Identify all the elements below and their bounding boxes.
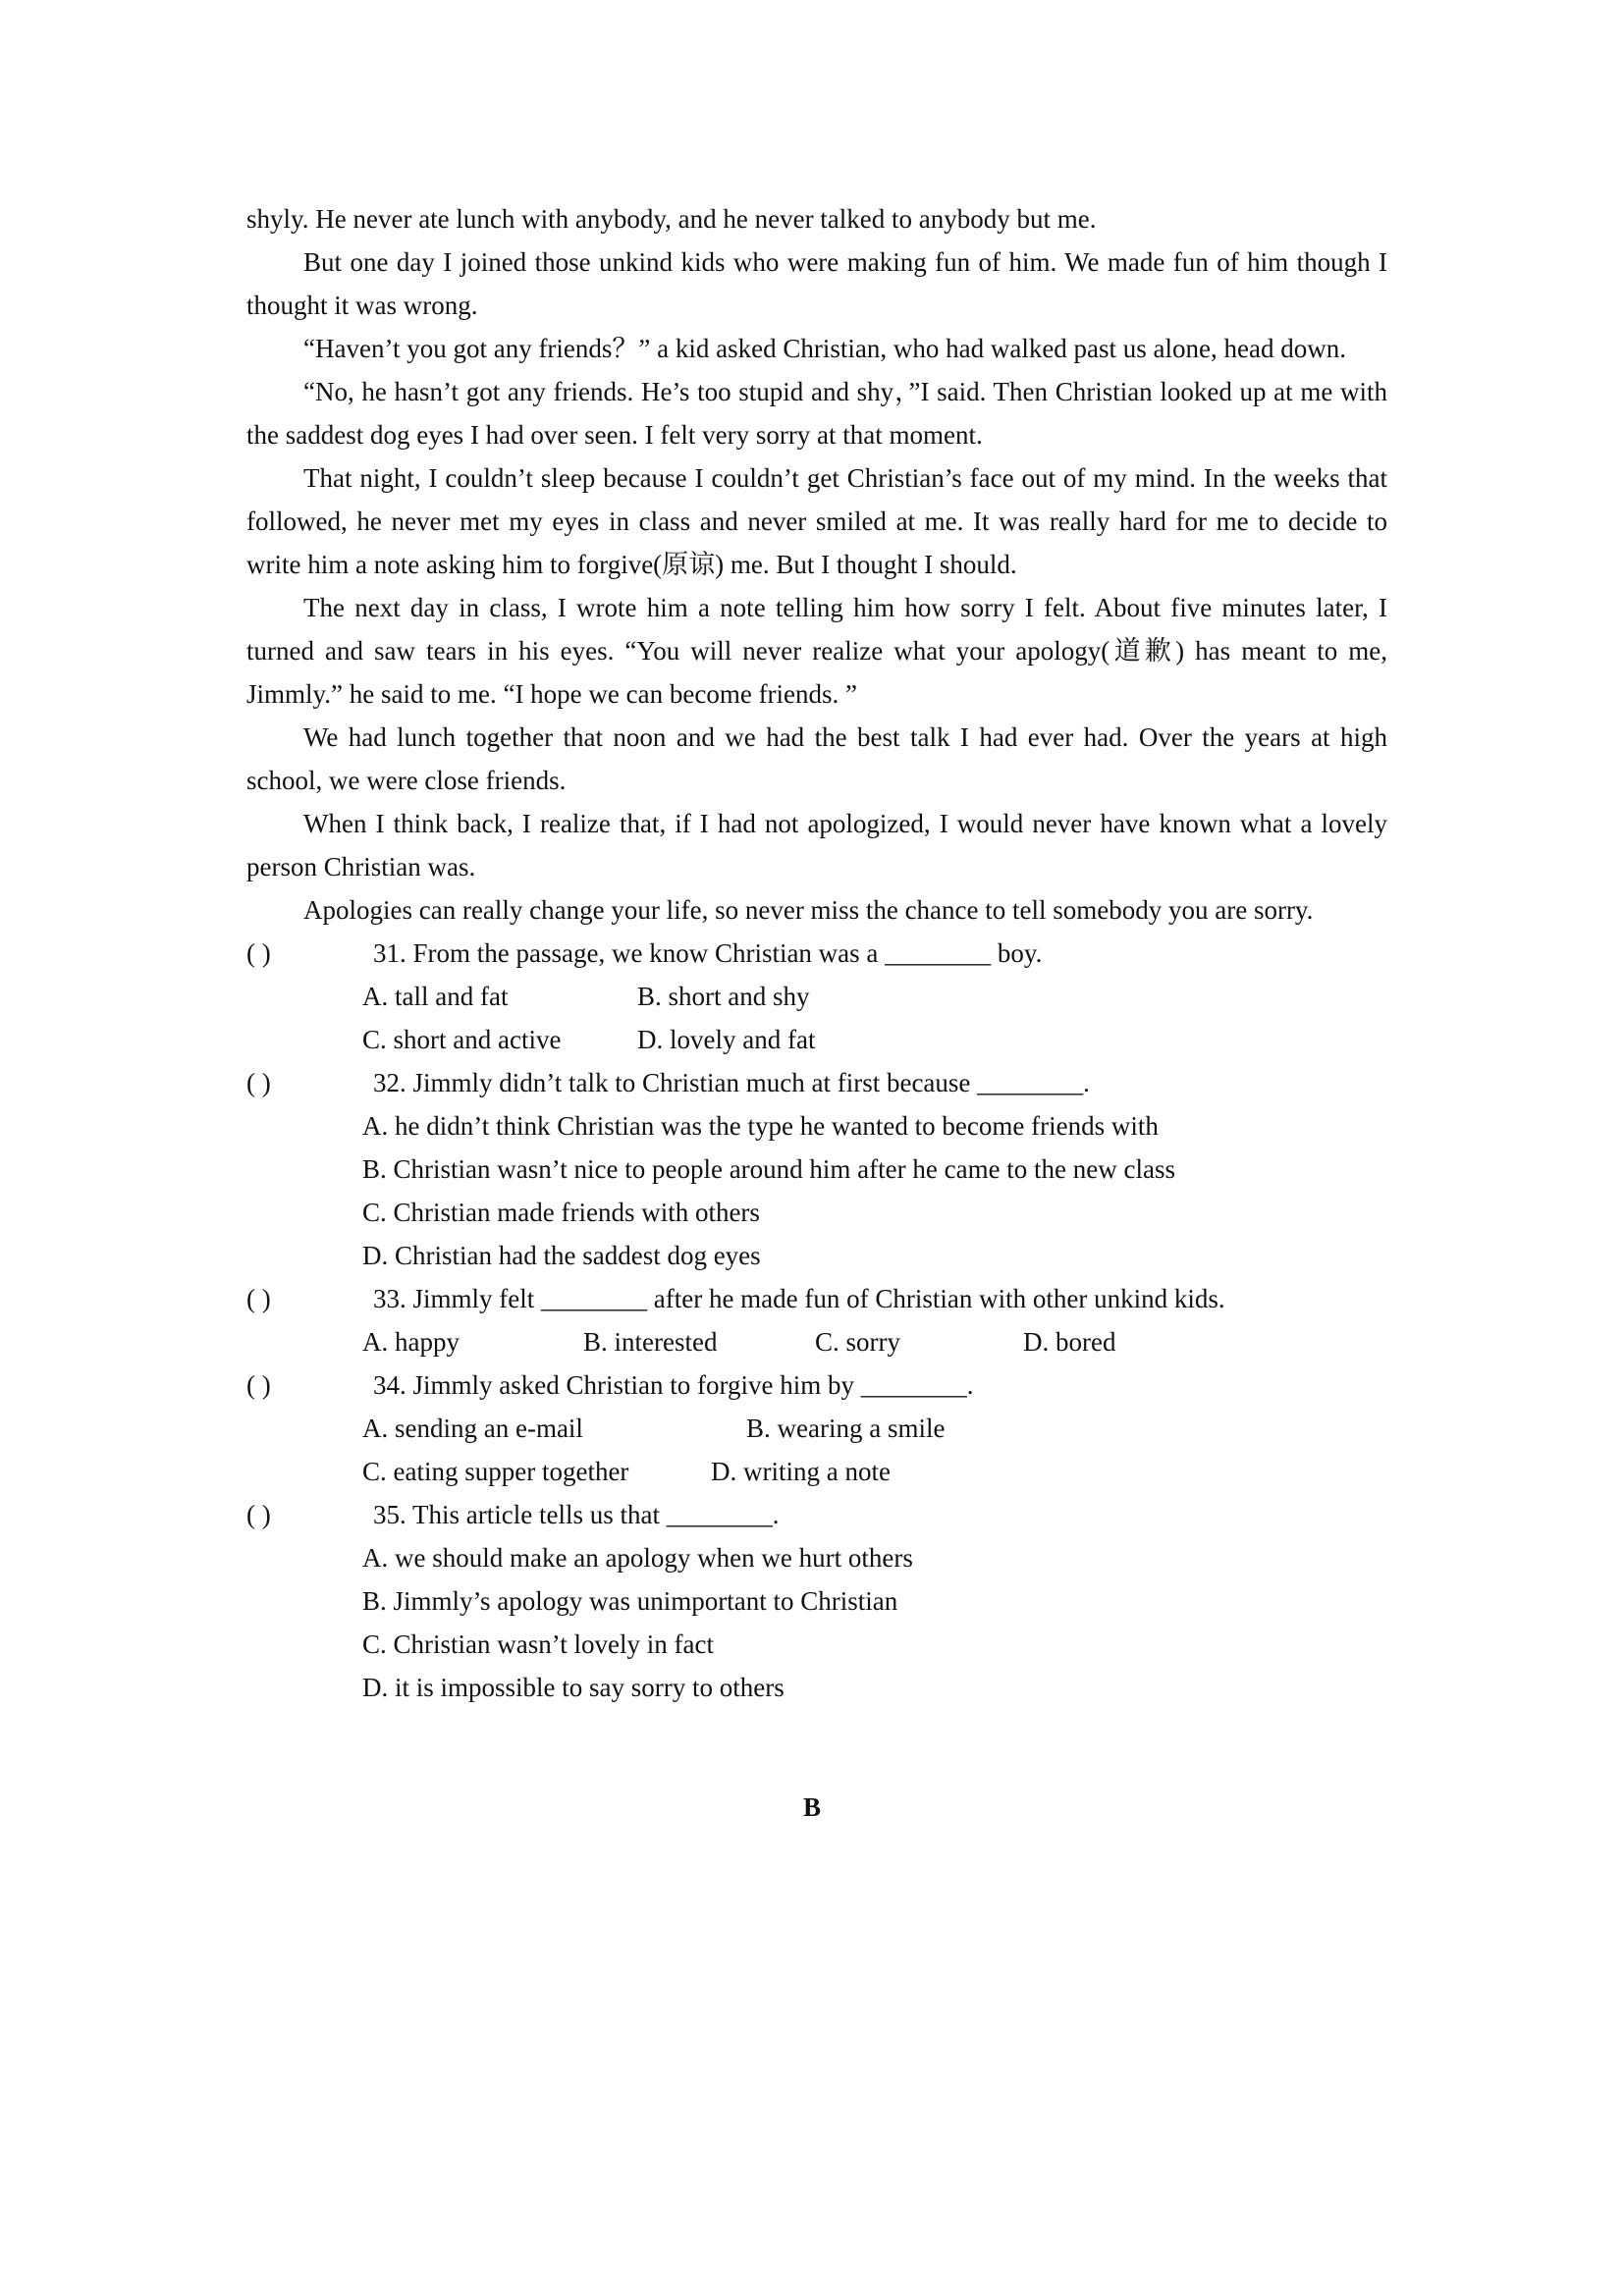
question-stem: ( ) 32. Jimmly didn’t talk to Christian much at first because ________. bbox=[246, 1061, 1387, 1104]
option-d[interactable]: D. writing a note bbox=[711, 1457, 891, 1486]
option-c[interactable]: C. Christian wasn’t lovely in fact bbox=[362, 1629, 714, 1659]
option-c[interactable]: C. sorry bbox=[815, 1327, 900, 1357]
option-c[interactable]: C. eating supper together bbox=[362, 1457, 629, 1486]
question-stem: ( ) 33. Jimmly felt ________ after he made fun of Christian with other unkind kids. bbox=[246, 1277, 1387, 1320]
option-row bbox=[246, 1450, 1387, 1493]
text-column bbox=[246, 197, 1387, 1709]
passage-paragraph: “Haven’t you got any friends？” a kid asked Christian, who had walked past us alone, head down. bbox=[303, 334, 1346, 363]
passage-paragraph: But one day I joined those unkind kids who were making fun of him. We made fun of him though I thought it was wrong. bbox=[246, 247, 1387, 320]
option-a[interactable]: A. he didn’t think Christian was the type he wanted to become friends with bbox=[362, 1111, 1159, 1141]
question-stem: ( ) 35. This article tells us that ________. bbox=[246, 1493, 1387, 1536]
question-31 bbox=[246, 932, 1387, 1061]
option-row bbox=[246, 975, 1387, 1018]
answer-blank[interactable]: ( ) bbox=[246, 1068, 271, 1097]
answer-blank[interactable]: ( ) bbox=[246, 1284, 271, 1313]
option-a[interactable]: A. happy bbox=[362, 1327, 460, 1357]
answer-blank[interactable]: ( ) bbox=[246, 1500, 271, 1529]
passage-paragraph: When I think back, I realize that, if I had not apologized, I would never have known what a lovely person Christian was. bbox=[246, 809, 1387, 881]
option-d[interactable]: D. Christian had the saddest dog eyes bbox=[362, 1241, 761, 1270]
passage-paragraph: The next day in class, I wrote him a note telling him how sorry I felt. About five minutes later, I turned and saw tears in his eyes. “You will never realize what your apology(道歉) has meant to me, Jimmly.” he said to me. “I hope we can become friends. ” bbox=[246, 593, 1387, 709]
option-d[interactable]: D. lovely and fat bbox=[637, 1025, 816, 1054]
question-35 bbox=[246, 1493, 1387, 1709]
option-b[interactable]: B. wearing a smile bbox=[746, 1414, 946, 1443]
question-34 bbox=[246, 1363, 1387, 1493]
question-stem: ( ) 31. From the passage, we know Christian was a ________ boy. bbox=[246, 932, 1387, 975]
option-b[interactable]: B. short and shy bbox=[637, 982, 810, 1011]
option-a[interactable]: A. sending an e-mail bbox=[362, 1414, 583, 1443]
answer-blank[interactable]: ( ) bbox=[246, 1370, 271, 1400]
option-b[interactable]: B. interested bbox=[583, 1327, 718, 1357]
answer-blank[interactable]: ( ) bbox=[246, 938, 271, 968]
option-d[interactable]: D. bored bbox=[1023, 1327, 1116, 1357]
option-b[interactable]: B. Christian wasn’t nice to people around him after he came to the new class bbox=[362, 1154, 1176, 1184]
option-row bbox=[246, 1018, 1387, 1061]
option-row bbox=[246, 1320, 1387, 1363]
option-a[interactable]: A. we should make an apology when we hurt others bbox=[362, 1543, 913, 1573]
option-c[interactable]: C. Christian made friends with others bbox=[362, 1198, 760, 1227]
passage-paragraph: We had lunch together that noon and we had the best talk I had ever had. Over the years at high school, we were close friends. bbox=[246, 722, 1387, 795]
option-c[interactable]: C. short and active bbox=[362, 1025, 562, 1054]
passage-paragraph: shyly. He never ate lunch with anybody, and he never talked to anybody but me. bbox=[246, 204, 1097, 234]
question-stem: ( ) 34. Jimmly asked Christian to forgive him by ________. bbox=[246, 1363, 1387, 1407]
option-d[interactable]: D. it is impossible to say sorry to others bbox=[362, 1673, 785, 1702]
option-b[interactable]: B. Jimmly’s apology was unimportant to Christian bbox=[362, 1586, 898, 1616]
question-33 bbox=[246, 1277, 1387, 1363]
passage-paragraph: Apologies can really change your life, so never miss the chance to tell somebody you are sorry. bbox=[303, 895, 1314, 925]
section-label: B bbox=[802, 1792, 821, 1822]
option-a[interactable]: A. tall and fat bbox=[362, 982, 509, 1011]
passage-paragraph: That night, I couldn’t sleep because I couldn’t get Christian’s face out of my mind. In the weeks that followed, he never met my eyes in class and never smiled at me. It was really hard for me to decide to write him a note asking him to forgive(原谅) me. But I thought I should. bbox=[246, 463, 1387, 579]
question-32 bbox=[246, 1061, 1387, 1277]
option-row bbox=[246, 1407, 1387, 1450]
passage-paragraph: “No, he hasn’t got any friends. He’s too stupid and shy，”I said. Then Christian looked up at me with the saddest dog eyes I had over seen. I felt very sorry at that moment. bbox=[246, 377, 1387, 450]
